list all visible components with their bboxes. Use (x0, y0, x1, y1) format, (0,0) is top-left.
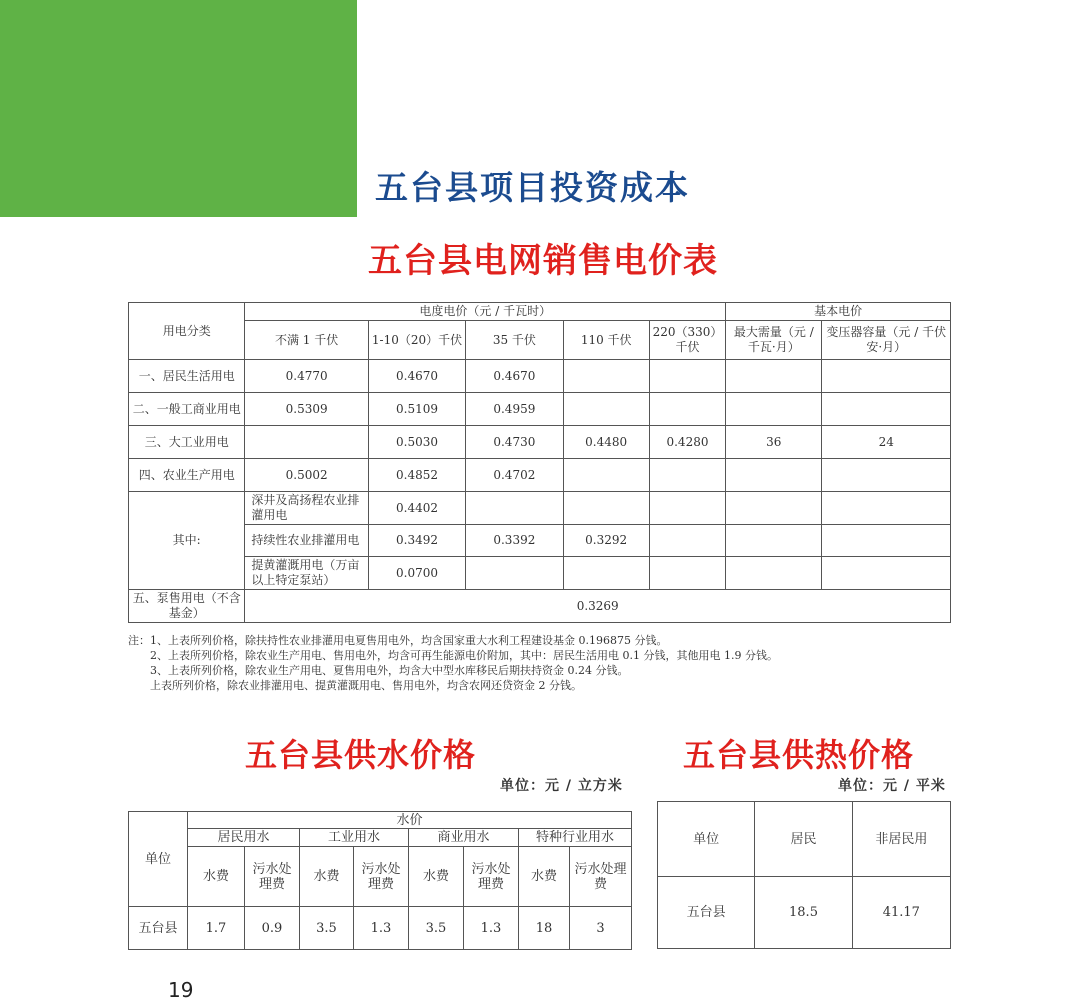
price-cell (726, 525, 822, 557)
price-cell (822, 525, 951, 557)
row-label: 五、泵售用电（不含基金） (129, 590, 245, 623)
water-price-title: 五台县供水价格 (245, 736, 477, 774)
price-cell: 0.4402 (368, 492, 465, 525)
header-level: 1-10（20）千伏 (368, 321, 465, 360)
price-cell (726, 492, 822, 525)
table-row (129, 360, 951, 393)
fee-water-header: 水费 (519, 847, 570, 907)
price-cell (466, 557, 563, 590)
water-price-table (128, 811, 632, 950)
row-label: 四、农业生产用电 (129, 459, 245, 492)
table-row (129, 426, 951, 459)
price-cell (563, 459, 649, 492)
row-label: 五台县 (129, 907, 188, 950)
fee-sewage-header: 污水处理费 (354, 847, 409, 907)
fee-water-header: 水费 (300, 847, 354, 907)
sub-row-label: 深井及高扬程农业排灌用电 (245, 492, 368, 525)
price-cell (466, 492, 563, 525)
heat-header-resident: 居民 (755, 802, 852, 877)
water-category: 商业用水 (409, 829, 519, 847)
price-cell (726, 393, 822, 426)
table-row (658, 877, 951, 949)
row-label: 三、大工业用电 (129, 426, 245, 459)
table-row (129, 525, 951, 557)
fee-water-header: 水费 (188, 847, 245, 907)
table-row (129, 907, 632, 950)
price-cell: 36 (726, 426, 822, 459)
price-cell: 41.17 (852, 877, 950, 949)
note-line: 3、上表所列价格，除农业生产用电、夏售用电外，均含大中型水库移民后期扶持资金 0.24 分钱。 (150, 664, 629, 677)
price-cell (822, 459, 951, 492)
price-cell (649, 393, 725, 426)
fee-sewage-header: 污水处理费 (245, 847, 300, 907)
water-header-unit: 单位 (129, 812, 188, 907)
price-cell: 3 (570, 907, 632, 950)
price-cell: 0.4959 (466, 393, 563, 426)
water-category: 特种行业用水 (519, 829, 632, 847)
price-cell: 1.7 (188, 907, 245, 950)
price-cell (563, 492, 649, 525)
price-cell: 0.4770 (245, 360, 368, 393)
header-transformer: 变压器容量（元 / 千伏安·月） (822, 321, 951, 360)
price-cell (822, 557, 951, 590)
header-level: 220（330）千伏 (649, 321, 725, 360)
header-level: 不满 1 千伏 (245, 321, 368, 360)
price-cell (563, 393, 649, 426)
price-cell: 0.4280 (649, 426, 725, 459)
price-cell: 3.5 (409, 907, 464, 950)
heat-header-nonresident: 非居民用 (852, 802, 950, 877)
price-cell (649, 557, 725, 590)
sub-row-label: 持续性农业排灌用电 (245, 525, 368, 557)
price-cell: 1.3 (354, 907, 409, 950)
table-row (129, 492, 951, 525)
note-line: 2、上表所列价格，除农业生产用电、售用电外，均含可再生能源电价附加，其中：居民生活用电 0.1 分钱，其他用电 1.9 分钱。 (150, 649, 778, 662)
sub-row-label: 提黄灌溉用电（万亩以上特定泵站） (245, 557, 368, 590)
price-cell (822, 492, 951, 525)
heat-price-title: 五台县供热价格 (683, 736, 915, 774)
price-cell: 3.5 (300, 907, 354, 950)
sub-group-label: 其中: (129, 492, 245, 590)
price-cell (649, 525, 725, 557)
price-cell (649, 360, 725, 393)
header-level: 35 千伏 (466, 321, 563, 360)
price-cell (726, 360, 822, 393)
price-cell (822, 360, 951, 393)
water-category: 工业用水 (300, 829, 409, 847)
price-cell: 0.4670 (368, 360, 465, 393)
price-cell: 0.3392 (466, 525, 563, 557)
price-cell: 1.3 (464, 907, 519, 950)
electricity-price-table (128, 302, 951, 623)
price-cell: 0.4702 (466, 459, 563, 492)
note-line: 上表所列价格，除农业排灌用电、提黄灌溉用电、售用电外，均含农网还贷资金 2 分钱。 (150, 679, 582, 692)
heat-unit-label: 单位：元 / 平米 (838, 778, 946, 794)
water-header-price: 水价 (188, 812, 632, 829)
price-cell: 18.5 (755, 877, 852, 949)
price-cell: 0.9 (245, 907, 300, 950)
header-max-demand: 最大需量（元 / 千瓦·月） (726, 321, 822, 360)
heat-header-unit: 单位 (658, 802, 755, 877)
price-cell (563, 360, 649, 393)
heat-price-table (657, 801, 951, 949)
table-row (129, 393, 951, 426)
price-cell: 0.0700 (368, 557, 465, 590)
price-cell: 0.3269 (245, 590, 951, 623)
price-cell: 0.5309 (245, 393, 368, 426)
price-cell: 0.4670 (466, 360, 563, 393)
electricity-notes (128, 633, 948, 693)
table-row (129, 590, 951, 623)
section-title: 五台县项目投资成本 (375, 168, 690, 207)
note-line: 注：1、上表所列价格，除扶持性农业排灌用电夏售用电外，均含国家重大水利工程建设基金 0.196875 分钱。 (128, 634, 668, 647)
table-row (129, 557, 951, 590)
fee-sewage-header: 污水处理费 (464, 847, 519, 907)
water-category: 居民用水 (188, 829, 300, 847)
row-label: 二、一般工商业用电 (129, 393, 245, 426)
price-cell (649, 492, 725, 525)
row-label: 一、居民生活用电 (129, 360, 245, 393)
fee-sewage-header: 污水处理费 (570, 847, 632, 907)
price-cell (726, 459, 822, 492)
price-cell (649, 459, 725, 492)
row-label: 五台县 (658, 877, 755, 949)
header-basic-price: 基本电价 (726, 303, 951, 321)
price-cell: 24 (822, 426, 951, 459)
header-level: 110 千伏 (563, 321, 649, 360)
price-cell (726, 557, 822, 590)
header-kwh-price: 电度电价（元 / 千瓦时） (245, 303, 726, 321)
electricity-table-title: 五台县电网销售电价表 (368, 241, 718, 281)
price-cell: 0.5002 (245, 459, 368, 492)
water-unit-label: 单位：元 / 立方米 (500, 778, 623, 794)
price-cell (245, 426, 368, 459)
price-cell: 0.5109 (368, 393, 465, 426)
price-cell: 0.3292 (563, 525, 649, 557)
price-cell: 0.5030 (368, 426, 465, 459)
fee-water-header: 水费 (409, 847, 464, 907)
price-cell: 18 (519, 907, 570, 950)
price-cell: 0.4852 (368, 459, 465, 492)
price-cell: 0.4480 (563, 426, 649, 459)
header-category: 用电分类 (129, 303, 245, 360)
price-cell (822, 393, 951, 426)
page-number: 19 (168, 978, 194, 1002)
green-decor-block (0, 0, 357, 217)
price-cell (563, 557, 649, 590)
table-row (129, 459, 951, 492)
price-cell: 0.4730 (466, 426, 563, 459)
price-cell: 0.3492 (368, 525, 465, 557)
